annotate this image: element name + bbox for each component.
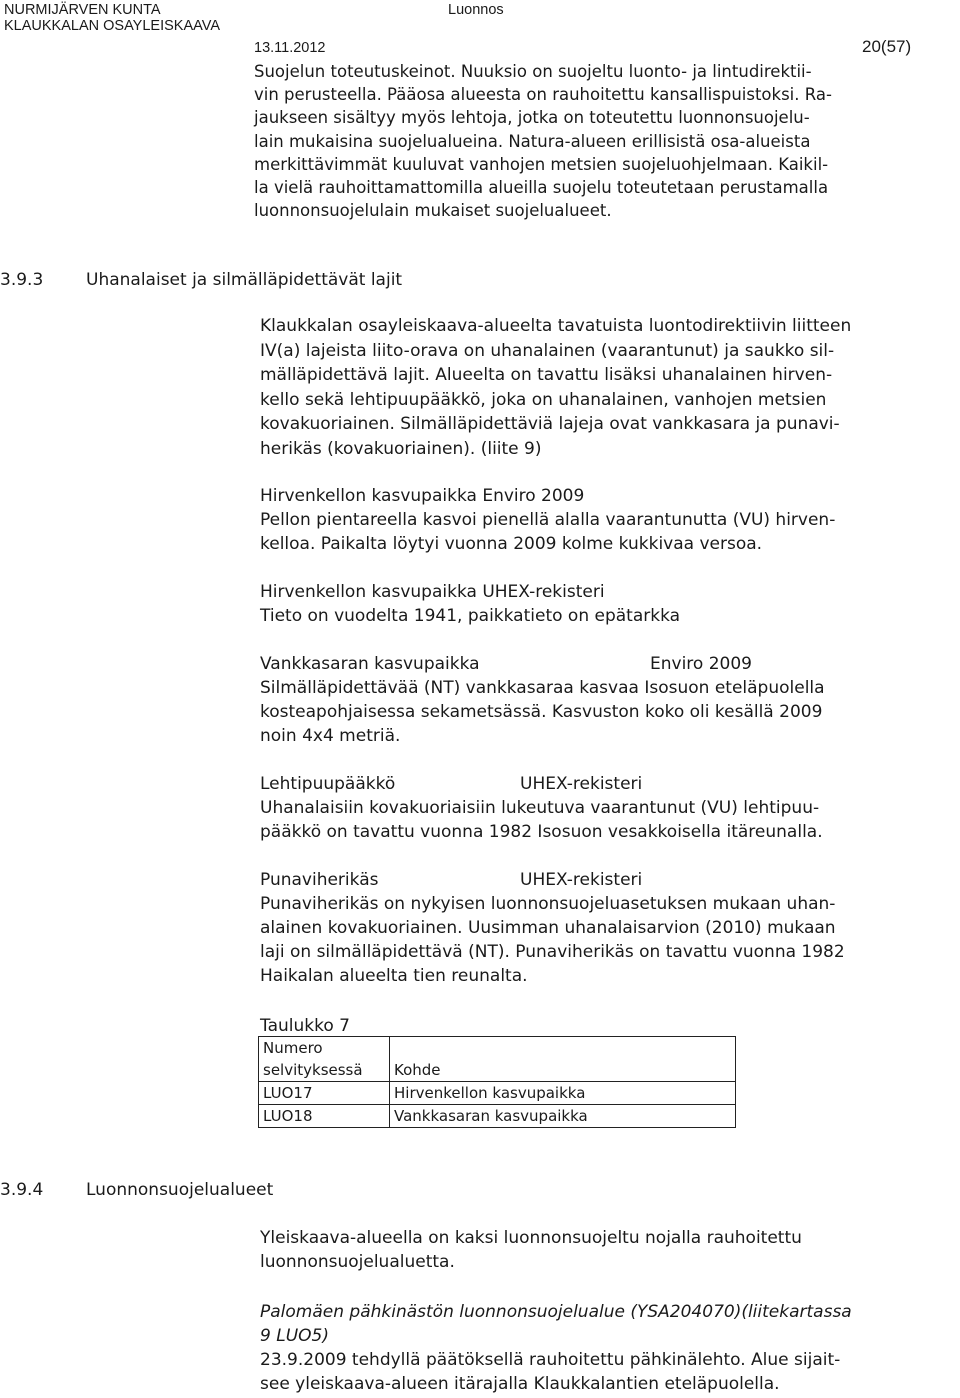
paragraph-line: 23.9.2009 tehdyllä päätöksellä rauhoitettu pähkinälehto. Alue sijait- [260,1350,841,1370]
intro-line: merkittävimmät kuuluvat vanhojen metsien suojeluohjelmaan. Kaikil- [254,154,829,174]
header-page-number: 20(57) [862,37,912,56]
table-cell-id: LUO18 [259,1105,390,1128]
species-entry-line: kosteapohjaisessa sekametsässä. Kasvuston koko oli kesällä 2009 [260,702,823,722]
species-entry-heading [260,580,954,604]
species-entry-line: alainen kovakuoriainen. Uusimman uhanalaisarvion (2010) mukaan [260,918,836,938]
paragraph-line: kello sekä lehtipuupääkkö, joka on uhanalainen, vanhojen metsien [260,389,827,410]
intro-line: Suojelun toteutuskeinot. Nuuksio on suojeltu luonto- ja lintudirektii- [254,62,812,81]
species-entry-name: Hirvenkellon kasvupaikka [260,486,477,506]
species-entry-heading [260,772,954,796]
species-entry-name: Hirvenkellon kasvupaikka [260,582,477,602]
header-date: 13.11.2012 [254,40,326,56]
intro-line: luonnonsuojelulain mukaiset suojelualueet. [254,201,612,221]
table-row [259,1082,736,1105]
species-entry-source: UHEX-rekisteri [482,582,605,602]
table-caption: Taulukko 7 [260,1016,350,1036]
species-entry-line: Uhanalaisiin kovakuoriaisiin lukeutuva vaarantunut (VU) lehtipuu- [260,798,820,818]
intro-line: la vielä rauhoittamattomilla alueilla suojelu toteutetaan perustamalla [254,177,829,197]
header-org-line1: NURMIJÄRVEN KUNTA [4,2,161,18]
header-org-line2: KLAUKKALAN OSAYLEISKAAVA [4,18,220,34]
paragraph-line: herikäs (kovakuoriainen). (liite 9) [260,438,542,459]
species-entry-line: kelloa. Paikalta löytyi vuonna 2009 kolme kukkivaa versoa. [260,534,763,554]
species-entry-line: laji on silmälläpidettävä (NT). Punaviherikäs on tavattu vuonna 1982 [260,942,845,962]
species-entry-line: Tieto on vuodelta 1941, paikkatieto on epätarkka [260,606,681,626]
species-entry-line: noin 4x4 metriä. [260,726,401,746]
species-entry [260,868,954,988]
section-394-paragraph [260,1226,954,1274]
species-entry-line: Haikalan alueelta tien reunalta. [260,966,528,986]
intro-paragraph [254,60,954,222]
table-header-kohde: Kohde [390,1037,736,1082]
table-cell-kohde: Vankkasaran kasvupaikka [390,1105,736,1128]
species-entry-heading [260,652,954,676]
species-entry [260,580,954,628]
species-entry-source: Enviro 2009 [482,486,585,506]
paragraph-line: Yleiskaava-alueella on kaksi luonnonsuojeltu nojalla rauhoitettu [260,1228,802,1248]
table-cell-kohde: Hirvenkellon kasvupaikka [390,1082,736,1105]
section-title: Luonnonsuojelualueet [86,1180,274,1200]
table-row [259,1105,736,1128]
section-number: 3.9.4 [0,1180,44,1200]
species-entry-line: Pellon pientareella kasvoi pienellä alalla vaarantunutta (VU) hirven- [260,510,836,530]
section-title: Uhanalaiset ja silmälläpidettävät lajit [86,270,403,290]
species-table [258,1036,736,1128]
species-entry-name: Punaviherikäs [260,870,379,890]
intro-line: vin perusteella. Pääosa alueesta on rauhoitettu kansallispuistoksi. Ra- [254,85,832,105]
protected-area-paragraph [260,1348,954,1396]
paragraph-line: luonnonsuojelualuetta. [260,1252,455,1272]
species-entry-line: pääkkö on tavattu vuonna 1982 Isosuon vesakkoisella itäreunalla. [260,822,823,842]
species-entry [260,772,954,844]
header-doc-title: Luonnos [448,2,504,18]
paragraph-line: see yleiskaava-alueen itärajalla Klaukkalantien eteläpuolella. [260,1374,780,1394]
species-entry-name: Vankkasaran kasvupaikka [260,654,480,674]
species-entry [260,484,954,556]
protected-area-subheading [260,1300,954,1348]
species-entry-source: Enviro 2009 [650,654,752,674]
paragraph-line: mälläpidettävä lajit. Alueelta on tavattu lisäksi uhanalainen hirven- [260,365,833,385]
species-entry-heading [260,484,954,508]
intro-line: lain mukaisina suojelualueina. Natura-alueen erillisistä osa-alueista [254,131,811,151]
species-entry-line: Punaviherikäs on nykyisen luonnonsuojeluasetuksen mukaan uhan- [260,894,836,914]
table-header-number: Numero selvityksessä [259,1037,390,1082]
subheading-line: Palomäen pähkinästön luonnonsuojelualue (YSA204070)(liitekartassa [260,1302,852,1322]
section-393-paragraph [260,314,954,461]
intro-line: jaukseen sisältyy myös lehtoja, jotka on toteutettu luonnonsuojelu- [254,108,810,128]
table-cell-id: LUO17 [259,1082,390,1105]
table-header-row [259,1037,736,1082]
header-organization [4,2,220,34]
section-heading-393 [0,268,402,292]
species-entry-line: Silmälläpidettävää (NT) vankkasaraa kasvaa Isosuon eteläpuolella [260,678,825,698]
section-number: 3.9.3 [0,270,44,290]
paragraph-line: kovakuoriainen. Silmälläpidettäviä lajeja ovat vankkasara ja punavi- [260,414,840,434]
subheading-line: 9 LUO5) [260,1326,329,1346]
species-entry [260,652,954,748]
species-entry-source: UHEX-rekisteri [520,774,643,794]
species-entry-source: UHEX-rekisteri [520,870,643,890]
section-heading-394 [0,1178,273,1202]
paragraph-line: Klaukkalan osayleiskaava-alueelta tavatuista luontodirektiivin liitteen [260,316,852,336]
species-entry-heading [260,868,954,892]
species-entry-name: Lehtipuupääkkö [260,774,396,794]
paragraph-line: IV(a) lajeista liito-orava on uhanalainen (vaarantunut) ja saukko sil- [260,340,835,361]
